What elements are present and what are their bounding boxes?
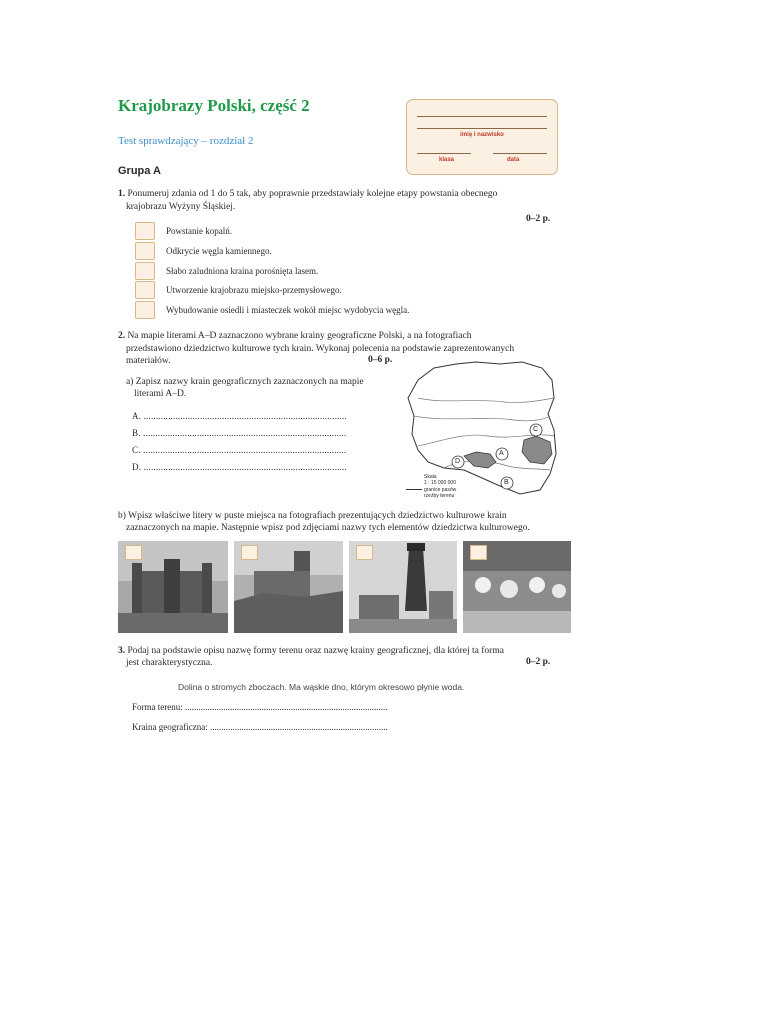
photo-fortress [234, 541, 343, 633]
photo-mine-letter-box[interactable] [356, 545, 373, 560]
q3-line2: jest charakterystyczna. [126, 658, 213, 668]
q3-number: 3. [118, 646, 126, 656]
page-subtitle: Test sprawdzający – rozdział 2 [118, 135, 254, 147]
q1-checkbox-1[interactable] [135, 222, 155, 240]
q1-number: 1. [118, 189, 126, 199]
q2-number: 2. [118, 331, 126, 341]
q3-region-label: Kraina geograficzna: [132, 722, 208, 732]
name-label: imię i nazwisko [460, 132, 504, 138]
photo-folk-dancers [463, 541, 571, 633]
q3-points: 0–2 p. [526, 657, 551, 667]
map-label-c: C [533, 426, 539, 433]
q2-text [118, 330, 471, 342]
q3-form-answer[interactable]: .......................................................................................... [185, 702, 388, 712]
photo-dancers-letter-box[interactable] [470, 545, 487, 560]
q2b-line2: zaznaczonych na mapie. Następnie wpisz pod zdjęciami nazwy tych elementów dziedzictwa kulturowego. [126, 523, 530, 533]
answer-line-a[interactable]: A. ................................................................................... [132, 411, 347, 421]
map-scale-value: 1 : 15 000 000 [424, 480, 456, 486]
q1-checkbox-3[interactable] [135, 262, 155, 280]
q2b-line1: b) Wpisz właściwe litery w puste miejsca na fotografiach prezentujących dziedzictwo kulturowe krain [118, 511, 507, 521]
q3-text [118, 645, 504, 657]
q1-points: 0–2 p. [526, 214, 551, 224]
name-line-1[interactable] [417, 116, 547, 117]
q3-line1: Podaj na podstawie opisu nazwę formy terenu oraz nazwę krainy geograficznej, dla której ta forma [127, 646, 504, 656]
photo-fortress-letter-box[interactable] [241, 545, 258, 560]
map-label-a: A [499, 450, 504, 457]
photo-castle-letter-box[interactable] [125, 545, 142, 560]
legend-line [406, 489, 422, 490]
poland-map [404, 358, 560, 504]
q3-description: Dolina o stromych zboczach. Ma wąskie dno, którym okresowo płynie woda. [178, 682, 465, 692]
answer-line-c[interactable]: C. ................................................................................... [132, 445, 347, 455]
answer-line-d[interactable]: D. ................................................................................... [132, 462, 347, 472]
name-line-2[interactable] [417, 128, 547, 129]
q1-item-5: Wybudowanie osiedli i miasteczek wokół miejsc wydobycia węgla. [166, 305, 410, 315]
q1-line2: krajobrazu Wyżyny Śląskiej. [126, 202, 236, 212]
q3-region-row [132, 722, 388, 732]
q2a-line2: literami A–D. [134, 389, 187, 399]
q1-item-4: Utworzenie krajobrazu miejsko-przemysłowego. [166, 285, 342, 295]
answer-line-b[interactable]: B. ................................................................................... [132, 428, 347, 438]
q3-form-label: Forma terenu: [132, 702, 183, 712]
photo-mine-shaft [349, 541, 457, 633]
q1-item-3: Słabo zaludniona kraina porośnięta lasem. [166, 266, 319, 276]
map-scale-label: Skala [424, 474, 437, 480]
date-label: data [507, 157, 520, 163]
q2-line2: przedstawiono dziedzictwo kulturowe tych krain. Wykonaj polecenia na podstawie zaprezentowanych [126, 344, 515, 354]
map-label-d: D [455, 458, 461, 465]
q1-item-2: Odkrycie węgla kamiennego. [166, 246, 272, 256]
q3-region-answer[interactable]: ............................................................................... [209, 722, 388, 732]
class-line[interactable] [417, 153, 471, 154]
q1-checkbox-4[interactable] [135, 281, 155, 299]
q1-item-1: Powstanie kopalń. [166, 226, 232, 236]
legend-text-2: rzeźby terenu [424, 493, 455, 499]
q2-points: 0–6 p. [368, 355, 393, 365]
q3-form-row [132, 702, 388, 712]
q2-line1: Na mapie literami A–D zaznaczono wybrane krainy geograficzne Polski, a na fotografiach [127, 331, 472, 341]
name-box [406, 99, 558, 175]
q2-line3: materiałów. [126, 356, 171, 366]
q1-text [118, 188, 497, 200]
date-line[interactable] [493, 153, 547, 154]
photo-castle [118, 541, 228, 633]
map-label-b: B [504, 479, 509, 486]
q1-checkbox-2[interactable] [135, 242, 155, 260]
legend-text-1: granice pasów [424, 487, 457, 493]
q1-checkbox-5[interactable] [135, 301, 155, 319]
q2a-line1: a) Zapisz nazwy krain geograficznych zaznaczonych na mapie [126, 377, 364, 387]
class-label: klasa [439, 157, 455, 163]
group-label: Grupa A [118, 165, 161, 177]
page-title: Krajobrazy Polski, część 2 [118, 96, 310, 115]
q1-line1: Ponumeruj zdania od 1 do 5 tak, aby poprawnie przedstawiały kolejne etapy powstania obecnego [127, 189, 498, 199]
